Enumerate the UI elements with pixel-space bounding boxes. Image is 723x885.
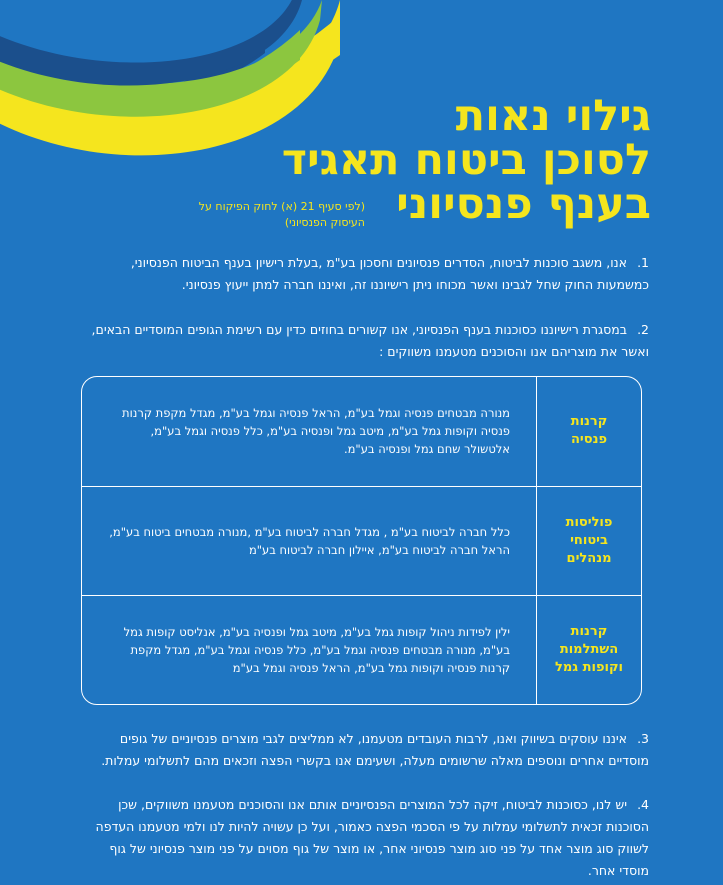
paragraph-text: יש לנו, כסוכנות לביטוח, זיקה לכל המוצרים הפנסיוניים אותם אנו והסוכנים מטעמנו משווקים, שכן הסוכנות זכאית לתשלומי עמלות על פי הסכמי הפצה כאמור, ועל כן עשויה להיות לנו ולמי מטעמנו העדפה לשווק סוג מוצר אחד על פני סוג מוצר פנסיוני אחר, או מוצר של גוף מסוים על פני מוצר פנסיוני של גוף מוסדי אחר.: [95, 797, 649, 878]
title-line-3: בענף פנסיוני: [396, 179, 651, 229]
paragraph-3: [79, 728, 649, 772]
paragraph-2: [79, 319, 649, 363]
table-category: פוליסות ביטוחי מנהלים: [536, 487, 641, 595]
paragraph-number: 1.: [637, 255, 649, 270]
table-providers: מנורה מבטחים פנסיה וגמל בע"מ, הראל פנסיה וגמל בע"מ, מגדל מקפת קרנות פנסיה וקופות גמל בע"מ, מיטב גמל ופנסיה בע"מ, כלל פנסיה וגמל בע"מ, אלטשולר שחם גמל ופנסיה בע"מ.: [122, 406, 510, 457]
table-providers: כלל חברה לביטוח בע"מ , מגדל חברה לביטוח בע"מ ,מנורה מבטחים ביטוח בע"מ, הראל חברה לביטוח בע"מ, איילון חברה לביטוח בע"מ: [109, 524, 510, 557]
institutions-table: [81, 376, 642, 705]
paragraph-text: איננו עוסקים בשיווק ואנו, לרבות העובדים מטעמנו, לא ממליצים לגבי מוצרים פנסיוניים של גופים מוסדיים אחרים ונוספים מאלה שרשומים מעלה, ושעימם אנו בקשרי הפצה וזכאים מהם לתשלומי עמלות.: [101, 731, 649, 768]
table-category: קרנות השתלמות וקופות גמל: [536, 596, 641, 704]
paragraph-number: 2.: [637, 322, 649, 337]
paragraph-1: [79, 252, 649, 296]
paragraph-text: אנו, משגב סוכנות לביטוח, הסדרים פנסיונים וחסכון בע"מ ,בעלת רישיון בענף הביטוח הפנסיוני, כמשמעות החוק שחל לגבינו ואשר מכוחו ניתן רישיוננו זה, ואיננו חברה למתן ייעוץ פנסיוני.: [130, 255, 649, 292]
paragraph-text: במסגרת רישיוננו כסוכנות בענף הפנסיוני, אנו קשורים בחוזים כדין עם רשימת הגופים המוסדיים הבאים, ואשר את מוצריהם אנו והסוכנים מטעמנו משווקים :: [91, 322, 649, 359]
legal-reference: (לפי סעיף 21 (א) לחוק הפיקוח על העיסוק הפנסיוני): [198, 200, 365, 229]
title-line-2: לסוכן ביטוח תאגיד: [281, 135, 651, 185]
paragraph-number: 3.: [637, 731, 649, 746]
table-row: [82, 595, 641, 704]
table-row: [82, 377, 641, 486]
title-line-1: גילוי נאות: [455, 91, 651, 141]
paragraph-4: [79, 794, 649, 882]
table-category: קרנות פנסיה: [536, 377, 641, 486]
table-providers: ילין לפידות ניהול קופות גמל בע"מ, מיטב גמל ופנסיה בע"מ, אנליסט קופות גמל בע"מ, מנורה מבטחים פנסיה וגמל בע"מ, כלל פנסיה וגמל בע"מ, מגדל מקפת קרנות פנסיה וקופות גמל בע"מ, הראל פנסיה וגמל בע"מ: [123, 624, 510, 675]
paragraph-number: 4.: [637, 797, 649, 812]
table-row: [82, 486, 641, 595]
